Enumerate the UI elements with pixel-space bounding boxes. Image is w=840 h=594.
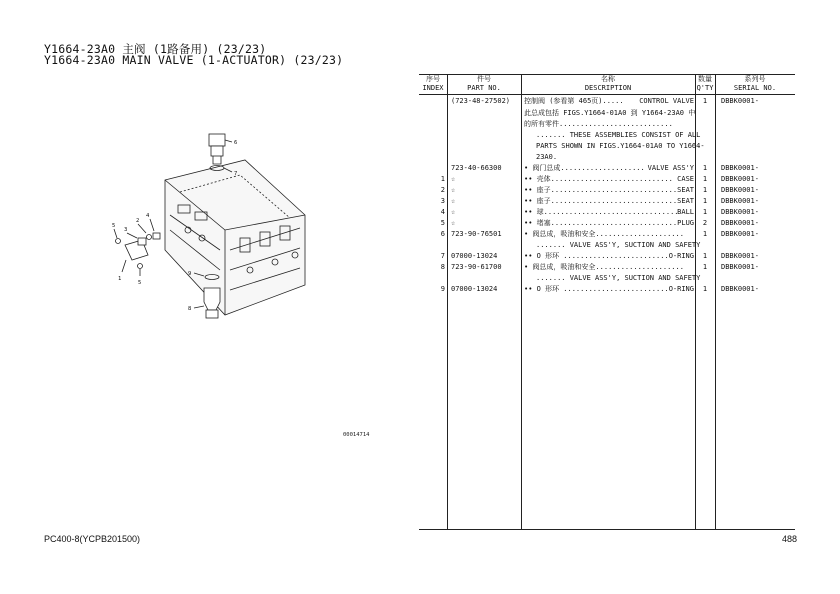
header-qty: 数量 Q'TY — [696, 75, 714, 92]
table-row: (723-48-27502) 控制阀 (参看第 465页)..... CONTROL VALVE 1 DBBK0001- — [451, 97, 759, 105]
row-continuation: ....... VALVE ASS'Y, SUCTION AND SAFETY — [536, 241, 701, 249]
note-line: 23A0. — [536, 153, 558, 161]
note-line: ....... THESE ASSEMBLIES CONSIST OF ALL — [536, 131, 701, 139]
header-serial: 系列号 SERIAL NO. — [733, 75, 777, 92]
main-valve-exploded-drawing — [100, 120, 400, 450]
figure-number: 00014714 — [343, 432, 370, 438]
table-row: 4 ☆ •• 球................................ BALL 1 DBBK0001- — [440, 208, 759, 216]
callout-4: 4 — [146, 213, 150, 219]
table-row: 8 723-90-61700 • 阀总成，吸油和安全..................... 1 DBBK0001- — [440, 263, 759, 271]
parts-table — [419, 74, 795, 530]
title-chinese: Y1664-23A0 主阀 (1路备用) (23/23) — [44, 42, 267, 56]
callout-6: 6 — [234, 140, 238, 146]
title-english: Y1664-23A0 MAIN VALVE (1-ACTUATOR) (23/23) — [44, 53, 344, 67]
header-description: 名称 DESCRIPTION — [584, 75, 632, 92]
col-divider-qty — [715, 74, 716, 530]
page-number: 488 — [782, 534, 798, 544]
note-line: 的所有零件........................... — [524, 120, 673, 128]
callout-5a: 5 — [112, 223, 116, 229]
row-continuation: ....... VALVE ASS'Y, SUCTION AND SAFETY — [536, 274, 701, 282]
header-part-no: 件号 PART NO. — [467, 75, 501, 92]
callout-8: 8 — [188, 306, 192, 312]
callout-7: 7 — [234, 171, 238, 177]
col-divider-part — [521, 74, 522, 530]
header-bottom-border — [419, 94, 795, 95]
table-row: 1 ☆ •• 壳体............................. CASE 1 DBBK0001- — [440, 175, 759, 183]
table-row: 5 ☆ •• 堵塞.............................. PLUG 2 DBBK0001- — [440, 219, 759, 227]
footer-model: PC400-8(YCPB201500) — [44, 534, 141, 544]
header-index: 序号 INDEX — [422, 75, 444, 92]
table-row: 9 07000-13024 •• O 形环 ......................... O-RING 1 DBBK0001- — [440, 285, 759, 293]
table-row: 2 ☆ •• 座子.............................. SEAT 1 DBBK0001- — [440, 186, 759, 194]
note-line: PARTS SHOWN IN FIGS.Y1664-01A0 TO Y1664- — [536, 142, 705, 150]
callout-5b: 5 — [138, 280, 142, 286]
col-divider-index — [447, 74, 448, 530]
callout-2: 2 — [136, 218, 140, 224]
table-row: 723-40-66300 • 阀门总成.................... VALVE ASS'Y 1 DBBK0001- — [451, 164, 759, 172]
callout-1: 1 — [118, 276, 122, 282]
table-row: 6 723-90-76501 • 阀总成，吸油和安全..................... 1 DBBK0001- — [440, 230, 759, 238]
note-line: 此总成包括 FIGS.Y1664-01A0 到 Y1664-23A0 中 — [524, 109, 696, 117]
callout-9: 9 — [188, 271, 192, 277]
table-row: 3 ☆ •• 座子.............................. SEAT 1 DBBK0001- — [440, 197, 759, 205]
callout-3: 3 — [124, 227, 128, 233]
table-row: 7 07000-13024 •• O 形环 ......................... O-RING 1 DBBK0001- — [440, 252, 759, 260]
table-bottom-border — [419, 529, 795, 530]
